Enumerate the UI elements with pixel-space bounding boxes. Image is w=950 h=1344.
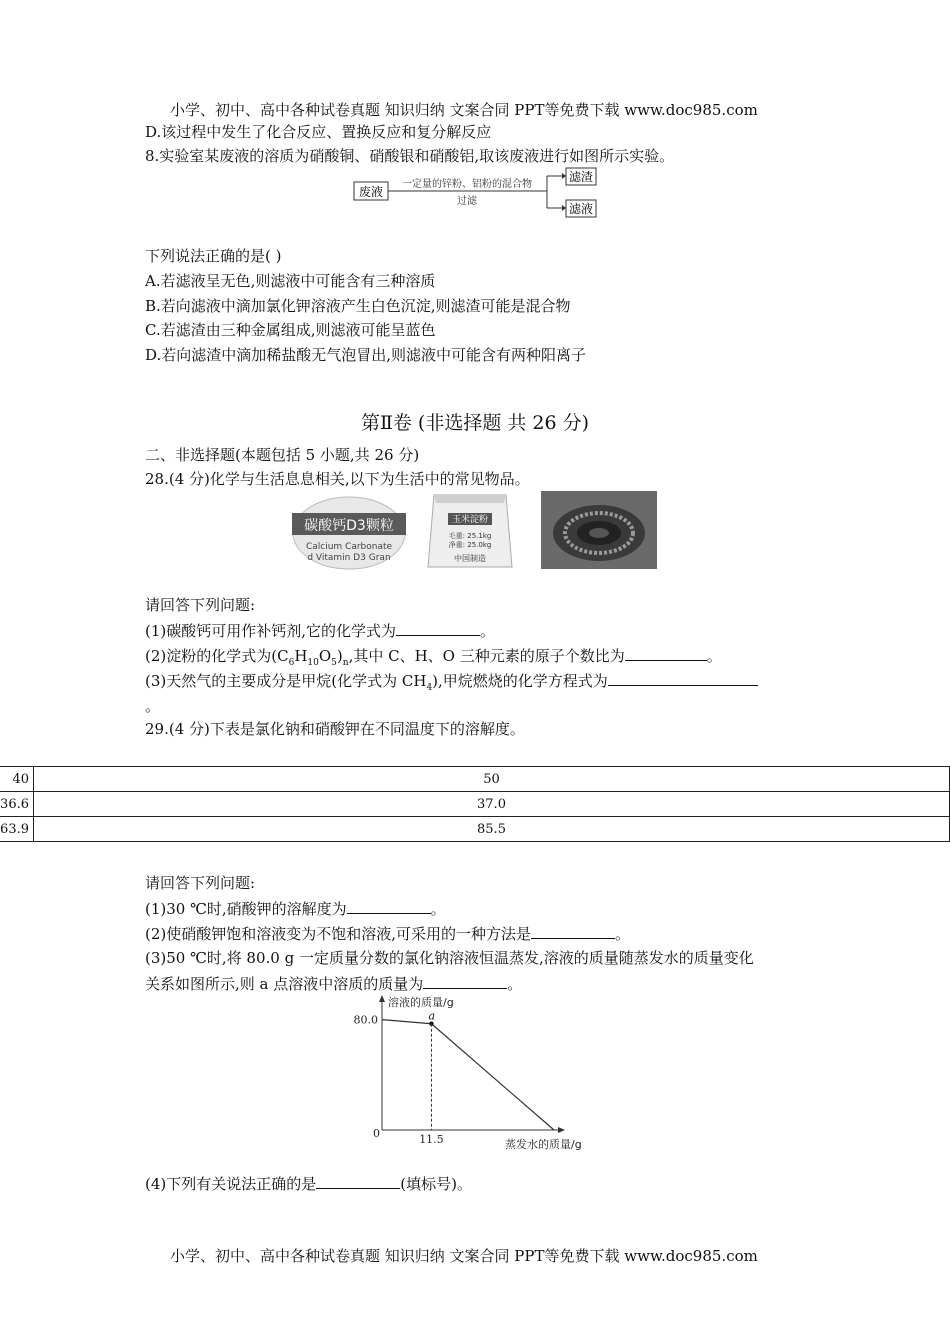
q28-stem: 28.(4 分)化学与生活息息相关,以下为生活中的常见物品。 bbox=[145, 470, 530, 488]
answer-blank[interactable] bbox=[625, 646, 707, 661]
q8-option-d: D.若向滤渣中滴加稀盐酸无气泡冒出,则滤液中可能含有两种阳离子 bbox=[145, 346, 587, 364]
q29-p4-tail: (填标号)。 bbox=[400, 1175, 472, 1193]
q8-option-a: A.若滤液呈无色,则滤液中可能含有三种溶质 bbox=[145, 272, 436, 290]
table-cell: 40 bbox=[0, 767, 34, 792]
table-cell: 50 bbox=[34, 767, 950, 792]
flow-reagent: 一定量的锌粉、铝粉的混合物 bbox=[402, 179, 532, 190]
section-subtitle: 二、非选择题(本题包括 5 小题,共 26 分) bbox=[145, 446, 420, 464]
q28-p2-text-b: ,其中 C、H、O 三种元素的原子个数比为 bbox=[348, 647, 625, 665]
q29-part3a: (3)50 ℃时,将 80.0 g 一定质量分数的氯化钠溶液恒温蒸发,溶液的质量随蒸发水的质量变化 bbox=[145, 949, 754, 967]
answer-blank[interactable] bbox=[347, 899, 431, 914]
q29-p3b-period: 。 bbox=[507, 975, 523, 993]
answer-blank[interactable] bbox=[608, 671, 758, 686]
table-row bbox=[0, 817, 950, 842]
series-line bbox=[382, 1020, 554, 1130]
table-cell: 36.6 bbox=[0, 792, 34, 817]
q28-p2-paren: ) bbox=[336, 647, 343, 665]
calcium-carbonate-photo bbox=[292, 495, 406, 571]
q29-stem: 29.(4 分)下表是氯化钠和硝酸钾在不同温度下的溶解度。 bbox=[145, 720, 525, 738]
q28-p2-n: n bbox=[342, 658, 349, 668]
q28-p2-sub1: 6 bbox=[288, 658, 295, 668]
table-cell: 37.0 bbox=[34, 792, 950, 817]
q28-p3-period: 。 bbox=[145, 697, 161, 715]
q7-option-d: D.该过程中发生了化合反应、置换反应和复分解反应 bbox=[145, 123, 492, 141]
origin-label: 0 bbox=[373, 1127, 380, 1140]
q29-part1 bbox=[145, 899, 446, 918]
q28-p3-sub: 4 bbox=[426, 683, 433, 693]
section-title: 第Ⅱ卷 (非选择题 共 26 分) bbox=[360, 412, 590, 434]
page-footer: 小学、初中、高中各种试卷真题 知识归纳 文案合同 PPT等免费下载 www.doc985.com bbox=[170, 1247, 758, 1265]
q29-p1-period: 。 bbox=[430, 900, 446, 918]
page-header: 小学、初中、高中各种试卷真题 知识归纳 文案合同 PPT等免费下载 www.doc985.com bbox=[170, 101, 758, 119]
flow-out2: 滤液 bbox=[568, 202, 594, 216]
img1-text: 碳酸钙D3颗粒 bbox=[304, 518, 394, 534]
answer-blank[interactable] bbox=[531, 924, 615, 939]
q28-part3 bbox=[145, 671, 758, 697]
q28-part2 bbox=[145, 646, 722, 672]
answer-blank[interactable] bbox=[316, 1174, 400, 1189]
q8-option-b: B.若向滤液中滴加氯化钾溶液产生白色沉淀,则滤渣可能是混合物 bbox=[145, 297, 571, 315]
x-axis-arrow bbox=[558, 1127, 565, 1133]
img2-bottom: 中国制造 bbox=[454, 554, 486, 563]
y-tick-label: 80.0 bbox=[353, 1013, 378, 1027]
q29-p4-text: (4)下列有关说法正确的是 bbox=[145, 1175, 317, 1193]
q29-p3b-text: 关系如图所示,则 a 点溶液中溶质的质量为 bbox=[145, 975, 424, 993]
q28-p2-sub3: 5 bbox=[331, 658, 337, 668]
img2-title: 玉米淀粉 bbox=[451, 515, 489, 525]
q29-p2-text: (2)使硝酸钾饱和溶液变为不饱和溶液,可采用的一种方法是 bbox=[145, 925, 532, 943]
img1-sub1: Calcium Carbonate bbox=[305, 542, 393, 552]
q29-part3b bbox=[145, 974, 522, 993]
table-cell: 63.9 bbox=[0, 817, 34, 842]
q28-prompt: 请回答下列问题: bbox=[145, 596, 256, 614]
q28-p3-text-b: ),甲烷燃烧的化学方程式为 bbox=[432, 672, 608, 690]
gas-stove-photo bbox=[541, 491, 657, 569]
q28-p2-sub2: 10 bbox=[307, 658, 319, 668]
table-row bbox=[0, 767, 950, 792]
answer-blank[interactable] bbox=[423, 974, 507, 989]
table-row bbox=[0, 792, 950, 817]
q28-p2-h: H bbox=[294, 647, 308, 665]
q28-p2-period: 。 bbox=[706, 647, 722, 665]
img2-line2: 净重: 25.0kg bbox=[448, 541, 492, 549]
flow-out1: 滤渣 bbox=[568, 170, 594, 184]
q28-part1 bbox=[145, 621, 495, 640]
q8-flow-diagram bbox=[352, 166, 602, 220]
corn-starch-photo bbox=[424, 491, 516, 571]
q29-part4 bbox=[145, 1174, 472, 1193]
evaporation-chart bbox=[340, 992, 610, 1152]
q8-question: 下列说法正确的是( ) bbox=[145, 247, 282, 265]
x-tick-label: 11.5 bbox=[419, 1133, 444, 1146]
x-axis-label: 蒸发水的质量/g bbox=[505, 1138, 582, 1151]
q28-p1-period: 。 bbox=[480, 622, 496, 640]
q28-p3-text-a: (3)天然气的主要成分是甲烷(化学式为 CH bbox=[145, 672, 427, 690]
q29-p1-text: (1)30 ℃时,硝酸钾的溶解度为 bbox=[145, 900, 347, 918]
img2-line1: 毛重: 25.1kg bbox=[448, 532, 492, 540]
q28-p2-text-a: (2)淀粉的化学式为(C bbox=[145, 647, 289, 665]
y-axis-label: 溶液的质量/g bbox=[388, 996, 454, 1009]
q28-p2-o: O bbox=[318, 647, 332, 665]
q8-stem: 8.实验室某废液的溶质为硝酸铜、硝酸银和硝酸铝,取该废液进行如图所示实验。 bbox=[145, 147, 675, 165]
img1-sub2: d Vitamin D3 Gran bbox=[307, 553, 391, 563]
q28-p1-text: (1)碳酸钙可用作补钙剂,它的化学式为 bbox=[145, 622, 397, 640]
solubility-table bbox=[0, 766, 950, 842]
q29-prompt: 请回答下列问题: bbox=[145, 874, 256, 892]
q29-p2-period: 。 bbox=[615, 925, 631, 943]
y-axis-arrow bbox=[379, 995, 385, 1002]
q8-option-c: C.若滤渣由三种金属组成,则滤液可能呈蓝色 bbox=[145, 321, 436, 339]
flow-operation: 过滤 bbox=[457, 196, 477, 207]
flow-start: 废液 bbox=[358, 185, 384, 199]
q29-part2 bbox=[145, 924, 630, 943]
table-cell: 85.5 bbox=[34, 817, 950, 842]
point-a-label: a bbox=[428, 1009, 436, 1023]
answer-blank[interactable] bbox=[396, 621, 480, 636]
